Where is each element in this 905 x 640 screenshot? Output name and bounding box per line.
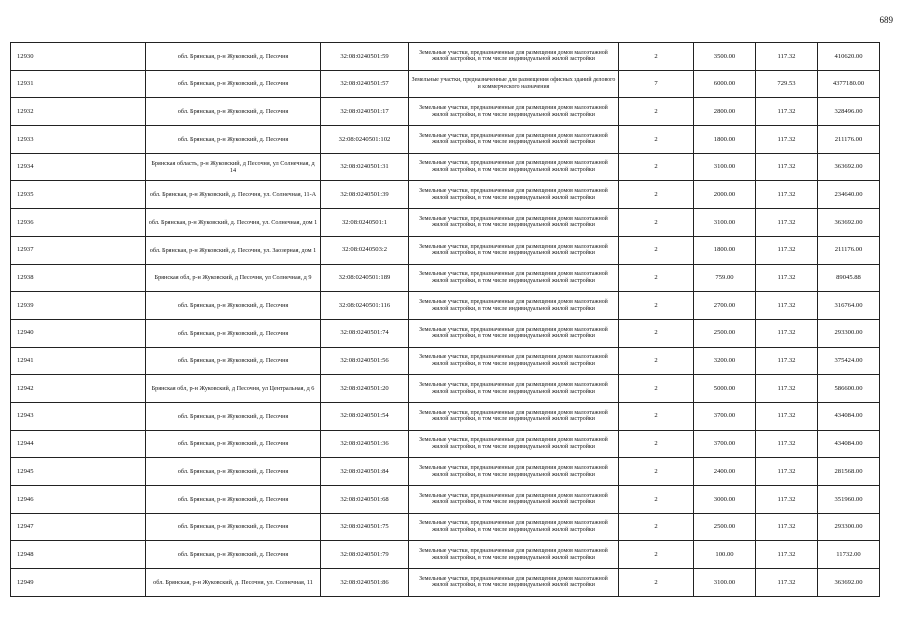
row-number-cell: 12944	[11, 430, 146, 458]
group-cell: 2	[619, 513, 694, 541]
cadastral-value-cell: 363692.00	[818, 569, 880, 597]
land-use-cell: Земельные участки, предназначенные для размещения домов малоэтажной жилой застройки, в том числе индивидуальной жилой застройки	[409, 402, 619, 430]
group-cell: 2	[619, 458, 694, 486]
cadastral-number-cell: 32:08:0240501:68	[321, 486, 409, 514]
row-number-cell: 12931	[11, 70, 146, 98]
table-row	[11, 430, 880, 458]
land-use-cell: Земельные участки, предназначенные для размещения домов малоэтажной жилой застройки, в том числе индивидуальной жилой застройки	[409, 98, 619, 126]
table-row	[11, 458, 880, 486]
table-row	[11, 209, 880, 237]
cadastral-value-cell: 11732.00	[818, 541, 880, 569]
area-cell: 2700.00	[694, 292, 756, 320]
table-row	[11, 264, 880, 292]
cadastral-number-cell: 32:08:0240501:74	[321, 319, 409, 347]
address-cell: обл. Брянская, р-н Жуковский, д. Песочня	[146, 458, 321, 486]
row-number-cell: 12941	[11, 347, 146, 375]
land-use-cell: Земельные участки, предназначенные для размещения домов малоэтажной жилой застройки, в том числе индивидуальной жилой застройки	[409, 292, 619, 320]
specific-value-cell: 117.32	[756, 375, 818, 403]
group-cell: 2	[619, 319, 694, 347]
land-use-cell: Земельные участки, предназначенные для размещения домов малоэтажной жилой застройки, в том числе индивидуальной жилой застройки	[409, 319, 619, 347]
area-cell: 759.00	[694, 264, 756, 292]
cadastral-value-cell: 281568.00	[818, 458, 880, 486]
land-use-cell: Земельные участки, предназначенные для размещения домов малоэтажной жилой застройки, в том числе индивидуальной жилой застройки	[409, 236, 619, 264]
table-row	[11, 153, 880, 181]
cadastral-number-cell: 32:08:0240501:84	[321, 458, 409, 486]
row-number-cell: 12930	[11, 43, 146, 71]
address-cell: обл. Брянская, р-н Жуковский, д. Песочня	[146, 486, 321, 514]
address-cell: обл. Брянская, р-н Жуковский, д. Песочня	[146, 292, 321, 320]
specific-value-cell: 117.32	[756, 98, 818, 126]
area-cell: 5000.00	[694, 375, 756, 403]
row-number-cell: 12937	[11, 236, 146, 264]
cadastral-value-cell: 328496.00	[818, 98, 880, 126]
specific-value-cell: 117.32	[756, 430, 818, 458]
row-number-cell: 12939	[11, 292, 146, 320]
area-cell: 3700.00	[694, 430, 756, 458]
specific-value-cell: 117.32	[756, 43, 818, 71]
land-use-cell: Земельные участки, предназначенные для размещения домов малоэтажной жилой застройки, в том числе индивидуальной жилой застройки	[409, 209, 619, 237]
land-use-cell: Земельные участки, предназначенные для размещения домов малоэтажной жилой застройки, в том числе индивидуальной жилой застройки	[409, 513, 619, 541]
area-cell: 3100.00	[694, 153, 756, 181]
land-use-cell: Земельные участки, предназначенные для размещения домов малоэтажной жилой застройки, в том числе индивидуальной жилой застройки	[409, 43, 619, 71]
land-use-cell: Земельные участки, предназначенные для размещения домов малоэтажной жилой застройки, в том числе индивидуальной жилой застройки	[409, 126, 619, 154]
area-cell: 2500.00	[694, 319, 756, 347]
address-cell: обл. Брянская, р-н Жуковский, д. Песочня	[146, 347, 321, 375]
specific-value-cell: 117.32	[756, 513, 818, 541]
group-cell: 2	[619, 98, 694, 126]
address-cell: обл. Брянская, р-н Жуковский, д. Песочня	[146, 98, 321, 126]
table-row	[11, 513, 880, 541]
row-number-cell: 12935	[11, 181, 146, 209]
land-use-cell: Земельные участки, предназначенные для размещения домов малоэтажной жилой застройки, в том числе индивидуальной жилой застройки	[409, 347, 619, 375]
specific-value-cell: 117.32	[756, 569, 818, 597]
group-cell: 2	[619, 43, 694, 71]
cadastral-number-cell: 32:08:0240503:2	[321, 236, 409, 264]
address-cell: Брянская область, р-н Жуковский, д Песочня, ул Солнечная, д 14	[146, 153, 321, 181]
group-cell: 7	[619, 70, 694, 98]
cadastral-value-cell: 4377180.00	[818, 70, 880, 98]
group-cell: 2	[619, 264, 694, 292]
specific-value-cell: 117.32	[756, 264, 818, 292]
address-cell: Брянская обл, р-н Жуковский, д Песочня, ул Центральная, д 6	[146, 375, 321, 403]
row-number-cell: 12938	[11, 264, 146, 292]
cadastral-value-cell: 293300.00	[818, 319, 880, 347]
specific-value-cell: 117.32	[756, 153, 818, 181]
row-number-cell: 12947	[11, 513, 146, 541]
cadastral-value-cell: 316764.00	[818, 292, 880, 320]
cadastral-number-cell: 32:08:0240501:75	[321, 513, 409, 541]
land-use-cell: Земельные участки, предназначенные для размещения домов малоэтажной жилой застройки, в том числе индивидуальной жилой застройки	[409, 458, 619, 486]
specific-value-cell: 117.32	[756, 541, 818, 569]
group-cell: 2	[619, 181, 694, 209]
cadastral-number-cell: 32:08:0240501:17	[321, 98, 409, 126]
land-use-cell: Земельные участки, предназначенные для размещения домов малоэтажной жилой застройки, в том числе индивидуальной жилой застройки	[409, 569, 619, 597]
cadastral-number-cell: 32:08:0240501:56	[321, 347, 409, 375]
specific-value-cell: 117.32	[756, 486, 818, 514]
area-cell: 3700.00	[694, 402, 756, 430]
land-use-cell: Земельные участки, предназначенные для размещения домов малоэтажной жилой застройки, в том числе индивидуальной жилой застройки	[409, 181, 619, 209]
group-cell: 2	[619, 375, 694, 403]
address-cell: обл. Брянская, р-н Жуковский, д. Песочня	[146, 126, 321, 154]
group-cell: 2	[619, 569, 694, 597]
cadastral-number-cell: 32:08:0240501:20	[321, 375, 409, 403]
area-cell: 2800.00	[694, 98, 756, 126]
group-cell: 2	[619, 430, 694, 458]
address-cell: обл. Брянская, р-н Жуковский, д. Песочня	[146, 70, 321, 98]
group-cell: 2	[619, 126, 694, 154]
group-cell: 2	[619, 402, 694, 430]
row-number-cell: 12948	[11, 541, 146, 569]
land-use-cell: Земельные участки, предназначенные для размещения домов малоэтажной жилой застройки, в том числе индивидуальной жилой застройки	[409, 264, 619, 292]
row-number-cell: 12945	[11, 458, 146, 486]
address-cell: обл. Брянская, р-н Жуковский, д. Песочня	[146, 513, 321, 541]
cadastral-number-cell: 32:08:0240501:54	[321, 402, 409, 430]
address-cell: обл. Брянская, р-н Жуковский, д. Песочня, ул. Солнечная, дом 1	[146, 209, 321, 237]
area-cell: 3500.00	[694, 43, 756, 71]
specific-value-cell: 117.32	[756, 319, 818, 347]
cadastral-value-cell: 211176.00	[818, 126, 880, 154]
address-cell: обл. Брянская, р-н Жуковский, д. Песочня	[146, 541, 321, 569]
specific-value-cell: 117.32	[756, 126, 818, 154]
row-number-cell: 12942	[11, 375, 146, 403]
area-cell: 3100.00	[694, 569, 756, 597]
table-row	[11, 70, 880, 98]
cadastral-value-cell: 351960.00	[818, 486, 880, 514]
cadastral-value-cell: 363692.00	[818, 153, 880, 181]
land-use-cell: Земельные участки, предназначенные для размещения домов малоэтажной жилой застройки, в том числе индивидуальной жилой застройки	[409, 153, 619, 181]
specific-value-cell: 117.32	[756, 292, 818, 320]
cadastral-number-cell: 32:08:0240501:57	[321, 70, 409, 98]
table-row	[11, 319, 880, 347]
row-number-cell: 12932	[11, 98, 146, 126]
table-row	[11, 347, 880, 375]
area-cell: 1800.00	[694, 236, 756, 264]
cadastral-value-cell: 434084.00	[818, 402, 880, 430]
area-cell: 3000.00	[694, 486, 756, 514]
cadastral-value-table	[10, 42, 880, 597]
area-cell: 1800.00	[694, 126, 756, 154]
address-cell: обл. Брянская, р-н Жуковский, д. Песочня, ул. Солнечная, 11	[146, 569, 321, 597]
row-number-cell: 12934	[11, 153, 146, 181]
address-cell: обл. Брянская, р-н Жуковский, д. Песочня	[146, 402, 321, 430]
cadastral-number-cell: 32:08:0240501:36	[321, 430, 409, 458]
cadastral-value-cell: 410620.00	[818, 43, 880, 71]
area-cell: 2400.00	[694, 458, 756, 486]
cadastral-value-cell: 89045.88	[818, 264, 880, 292]
table-row	[11, 126, 880, 154]
area-cell: 6000.00	[694, 70, 756, 98]
cadastral-value-cell: 375424.00	[818, 347, 880, 375]
area-cell: 2500.00	[694, 513, 756, 541]
land-use-cell: Земельные участки, предназначенные для размещения домов малоэтажной жилой застройки, в том числе индивидуальной жилой застройки	[409, 430, 619, 458]
cadastral-number-cell: 32:08:0240501:1	[321, 209, 409, 237]
specific-value-cell: 117.32	[756, 402, 818, 430]
address-cell: обл. Брянская, р-н Жуковский, д. Песочня, ул. Заозерная, дом 1	[146, 236, 321, 264]
address-cell: обл. Брянская, р-н Жуковский, д. Песочня	[146, 430, 321, 458]
area-cell: 100.00	[694, 541, 756, 569]
table-row	[11, 43, 880, 71]
page-number: 689	[879, 15, 893, 25]
land-use-cell: Земельные участки, предназначенные для размещения домов малоэтажной жилой застройки, в том числе индивидуальной жилой застройки	[409, 375, 619, 403]
cadastral-value-cell: 586600.00	[818, 375, 880, 403]
table-row	[11, 181, 880, 209]
land-use-cell: Земельные участки, предназначенные для размещения домов малоэтажной жилой застройки, в том числе индивидуальной жилой застройки	[409, 486, 619, 514]
group-cell: 2	[619, 153, 694, 181]
group-cell: 2	[619, 209, 694, 237]
area-cell: 2000.00	[694, 181, 756, 209]
cadastral-value-cell: 293300.00	[818, 513, 880, 541]
specific-value-cell: 117.32	[756, 209, 818, 237]
address-cell: обл. Брянская, р-н Жуковский, д. Песочня	[146, 319, 321, 347]
specific-value-cell: 117.32	[756, 236, 818, 264]
cadastral-number-cell: 32:08:0240501:59	[321, 43, 409, 71]
row-number-cell: 12943	[11, 402, 146, 430]
specific-value-cell: 117.32	[756, 458, 818, 486]
table-row	[11, 541, 880, 569]
table-row	[11, 98, 880, 126]
cadastral-number-cell: 32:08:0240501:102	[321, 126, 409, 154]
table-row	[11, 375, 880, 403]
group-cell: 2	[619, 292, 694, 320]
row-number-cell: 12933	[11, 126, 146, 154]
table-row	[11, 486, 880, 514]
address-cell: обл. Брянская, р-н Жуковский, д. Песочня, ул. Солнечная, 11-А	[146, 181, 321, 209]
cadastral-number-cell: 32:08:0240501:31	[321, 153, 409, 181]
cadastral-value-cell: 211176.00	[818, 236, 880, 264]
address-cell: Брянская обл, р-н Жуковский, д Песочня, ул Солнечная, д 9	[146, 264, 321, 292]
specific-value-cell: 729.53	[756, 70, 818, 98]
table-row	[11, 236, 880, 264]
cadastral-value-cell: 434084.00	[818, 430, 880, 458]
row-number-cell: 12940	[11, 319, 146, 347]
specific-value-cell: 117.32	[756, 181, 818, 209]
cadastral-number-cell: 32:08:0240501:189	[321, 264, 409, 292]
row-number-cell: 12949	[11, 569, 146, 597]
row-number-cell: 12936	[11, 209, 146, 237]
cadastral-value-cell: 234640.00	[818, 181, 880, 209]
area-cell: 3200.00	[694, 347, 756, 375]
group-cell: 2	[619, 236, 694, 264]
cadastral-number-cell: 32:08:0240501:116	[321, 292, 409, 320]
land-use-cell: Земельные участки, предназначенные для размещения домов малоэтажной жилой застройки, в том числе индивидуальной жилой застройки	[409, 541, 619, 569]
cadastral-value-cell: 363692.00	[818, 209, 880, 237]
area-cell: 3100.00	[694, 209, 756, 237]
table-row	[11, 569, 880, 597]
cadastral-number-cell: 32:08:0240501:79	[321, 541, 409, 569]
group-cell: 2	[619, 486, 694, 514]
cadastral-number-cell: 32:08:0240501:39	[321, 181, 409, 209]
specific-value-cell: 117.32	[756, 347, 818, 375]
row-number-cell: 12946	[11, 486, 146, 514]
cadastral-number-cell: 32:08:0240501:86	[321, 569, 409, 597]
group-cell: 2	[619, 347, 694, 375]
group-cell: 2	[619, 541, 694, 569]
table-row	[11, 292, 880, 320]
table-row	[11, 402, 880, 430]
address-cell: обл. Брянская, р-н Жуковский, д. Песочня	[146, 43, 321, 71]
land-use-cell: Земельные участки, предназначенные для размещения офисных зданий делового и коммерческого назначения	[409, 70, 619, 98]
